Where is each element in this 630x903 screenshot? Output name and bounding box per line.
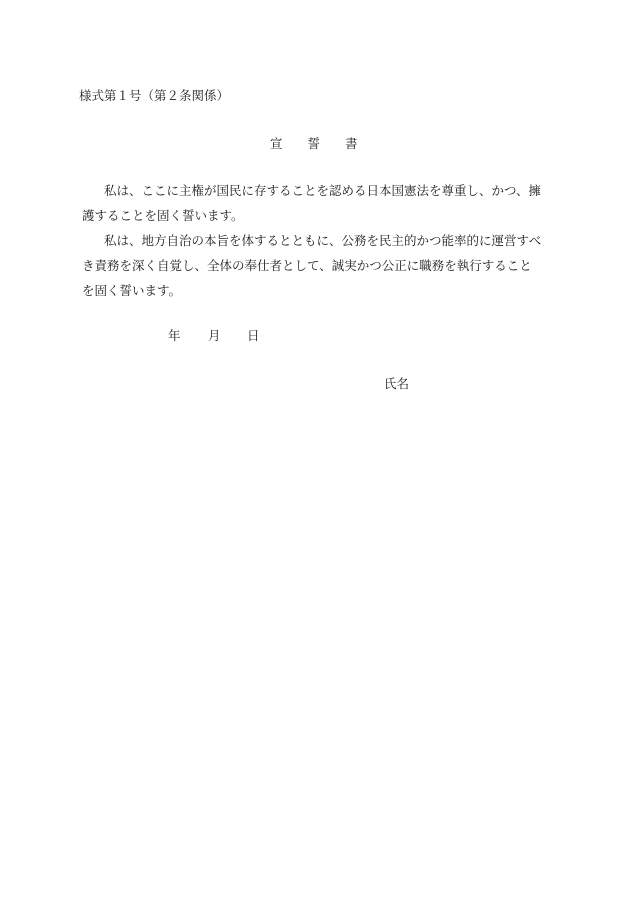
paragraph-line: 私は、ここに主権が国民に存することを認める日本国憲法を尊重し、かつ、擁 [104,183,542,198]
oath-paragraph-2 [82,228,557,303]
paragraph-line: 私は、地方自治の本旨を体するとともに、公務を民主的かつ能率的に運営すべ [104,233,542,248]
day-label: 日 [247,328,260,343]
signature-name-label: 氏名 [384,376,410,391]
document-title: 宣 誓 書 [270,136,358,151]
paragraph-line: き責務を深く自覚し、全体の奉仕者として、誠実かつ公正に職務を執行すること [82,258,532,273]
paragraph-line: を固く誓います。 [82,283,182,298]
month-label: 月 [208,328,221,343]
paragraph-line: 護することを固く誓います。 [82,208,244,223]
oath-paragraph-1 [82,178,557,228]
form-number-label: 様式第１号（第２条関係） [79,88,230,103]
year-label: 年 [168,328,181,343]
